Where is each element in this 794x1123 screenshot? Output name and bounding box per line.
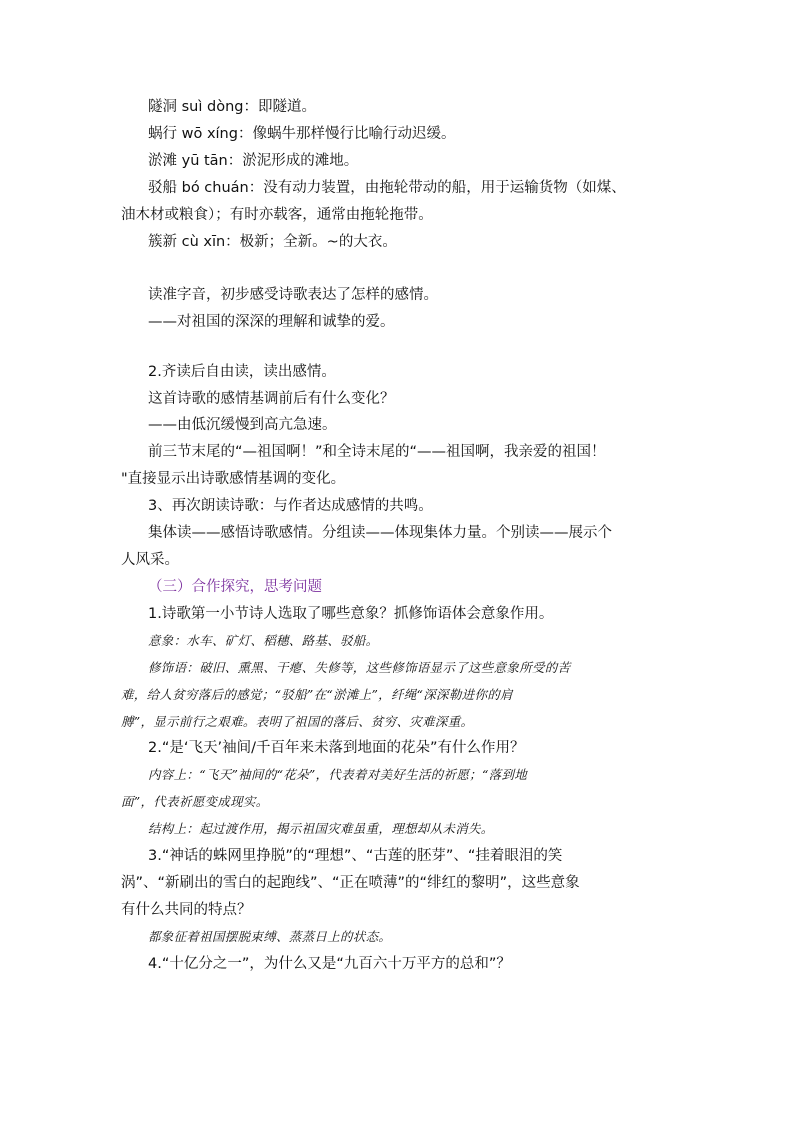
- reading-goal-answer: ——对祖国的深深的理解和诚挚的爱。: [148, 314, 395, 330]
- paragraph-text: 集体读——感悟诗歌感情。分组读——体现集体力量。个别读——展示个: [148, 525, 612, 541]
- paragraph-text: 前三节末尾的“—祖国啊！”和全诗末尾的“——祖国啊，我亲爱的祖国！: [148, 444, 606, 460]
- answer-1-imagery: 意象：水车、矿灯、稻穗、路基、驳船。: [148, 633, 379, 648]
- question-2: 2.“是‘飞天’袖间/千百年来未落到地面的花朵”有什么作用？: [148, 740, 525, 756]
- answer-text: ——由低沉缓慢到高亢急速。: [148, 417, 337, 433]
- question-3-continued: 有什么共同的特点？: [121, 902, 252, 918]
- question-3: 3.“神话的蛛网里挣脱”的“理想”、“古莲的胚芽”、“挂着眼泪的笑: [148, 848, 563, 864]
- answer-1-modifiers-continued: 膊”，显示前行之艰难。表明了祖国的落后、贫穷、灾难深重。: [121, 714, 474, 729]
- question-text: 这首诗歌的感情基调前后有什么变化？: [148, 391, 395, 407]
- question-3-continued: 涡”、“新刷出的雪白的起跑线”、“正在喷薄”的“绯红的黎明”，这些意象: [121, 875, 580, 891]
- answer-2-structure: 结构上：起过渡作用，揭示祖国灾难虽重，理想却从未消失。: [148, 821, 494, 836]
- vocab-item: 隧洞 suì dòng：即隧道。: [148, 99, 316, 115]
- answer-1-modifiers: 修饰语：破旧、熏黑、干瘪、失修等，这些修饰语显示了这些意象所受的苦: [148, 660, 571, 675]
- answer-3: 都象征着祖国摆脱束缚、蒸蒸日上的状态。: [148, 929, 392, 944]
- reading-goal: 读准字音，初步感受诗歌表达了怎样的感情。: [148, 287, 438, 303]
- vocab-item: 淤滩 yū tān：淤泥形成的滩地。: [148, 153, 359, 169]
- vocab-item: 簇新 cù xīn：极新；全新。~的大衣。: [148, 234, 397, 250]
- vocab-item: 驳船 bó chuán：没有动力装置，由拖轮带动的船，用于运输货物（如煤、: [148, 180, 626, 196]
- reading-step-3: 3、再次朗读诗歌：与作者达成感情的共鸣。: [148, 498, 433, 514]
- reading-step-2: 2.齐读后自由读，读出感情。: [148, 364, 336, 380]
- paragraph-text-continued: "直接显示出诗歌感情基调的变化。: [121, 471, 346, 487]
- answer-2-content: 内容上：“飞天”袖间的“花朵”，代表着对美好生活的祈愿；“落到地: [148, 767, 528, 782]
- answer-2-content-continued: 面”，代表祈愿变成现实。: [121, 794, 269, 809]
- question-4: 4.“十亿分之一”，为什么又是“九百六十万平方的总和”？: [148, 956, 511, 972]
- vocab-item: 蜗行 wō xíng：像蜗牛那样慢行比喻行动迟缓。: [148, 126, 456, 142]
- vocab-item-continued: 油木材或粮食）；有时亦载客，通常由拖轮拖带。: [121, 207, 433, 223]
- answer-1-modifiers-continued: 难，给人贫穷落后的感觉；“驳船”在“淤滩上”，纤绳“深深勒进你的肩: [121, 687, 513, 702]
- paragraph-text-continued: 人风采。: [121, 552, 179, 568]
- section-heading: （三）合作探究，思考问题: [148, 579, 322, 595]
- question-1: 1.诗歌第一小节诗人选取了哪些意象？抓修饰语体会意象作用。: [148, 606, 554, 622]
